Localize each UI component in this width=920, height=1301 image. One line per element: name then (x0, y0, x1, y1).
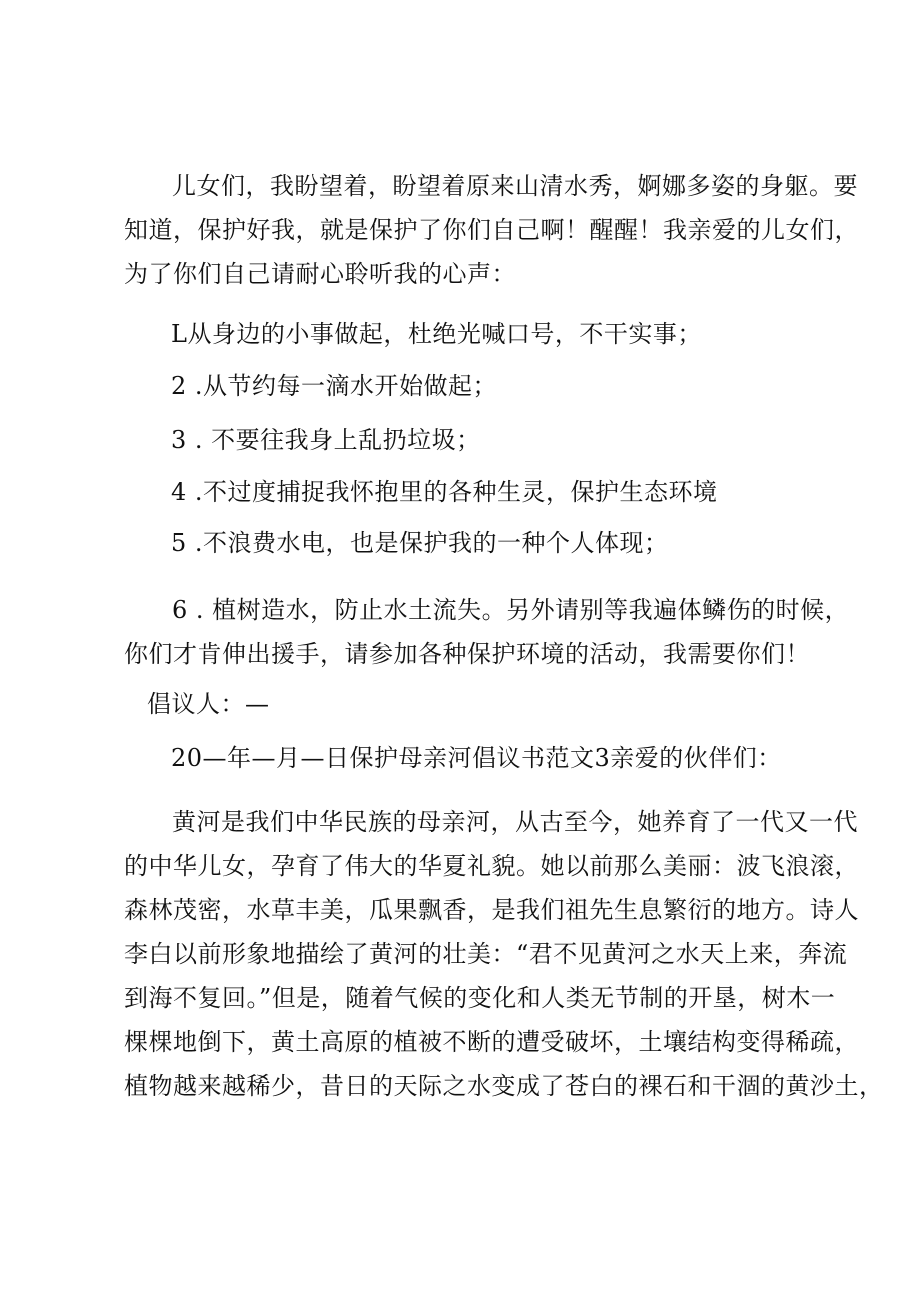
paragraph-line: 知道，保护好我，就是保护了你们自己啊！醒醒！我亲爱的儿女们， (124, 216, 859, 244)
paragraph-line: 李白以前形象地描绘了黄河的壮美：“君不见黄河之水天上来，奔流 (124, 940, 848, 968)
list-item: 4 .不过度捕捉我怀抱里的各种生灵，保护生态环境 (171, 478, 718, 506)
paragraph-line: 到海不复回。”但是，随着气候的变化和人类无节制的开垦，树木一 (124, 984, 836, 1012)
paragraph-line: 森林茂密，水草丰美，瓜果飘香，是我们祖先生息繁衍的地方。诗人 (124, 896, 859, 924)
signature-line: 倡议人：— (147, 690, 270, 718)
list-item: 5 .不浪费水电，也是保护我的一种个人体现； (171, 529, 669, 557)
paragraph-line: 儿女们，我盼望着，盼望着原来山清水秀，婀娜多姿的身躯。要 (172, 172, 858, 200)
list-item: L从身边的小事做起，杜绝光喊口号，不干实事； (171, 320, 702, 348)
list-item: 2 .从节约每一滴水开始做起； (171, 372, 498, 400)
paragraph-line: 6 . 植树造水，防止水土流失。另外请别等我遍体鳞伤的时候， (172, 596, 850, 624)
list-item: 3 . 不要往我身上乱扔垃圾； (171, 426, 481, 454)
paragraph-line: 黄河是我们中华民族的母亲河，从古至今，她养育了一代又一代 (172, 808, 858, 836)
date-title-line: 20—年—月—日保护母亲河倡议书范文3亲爱的伙伴们： (171, 744, 782, 772)
list-item-6 (124, 588, 850, 676)
paragraph-line: 你们才肯伸出援手，请参加各种保护环境的活动，我需要你们！ (124, 640, 810, 668)
paragraph-line: 棵棵地倒下，黄土高原的植被不断的遭受破坏，土壤结构变得稀疏， (124, 1028, 859, 1056)
paragraph-line: 为了你们自己请耐心聆听我的心声： (124, 260, 516, 288)
paragraph-plea (124, 164, 859, 296)
paragraph-yellow-river (124, 800, 884, 1108)
paragraph-line: 植物越来越稀少，昔日的天际之水变成了苍白的裸石和干涸的黄沙土， (124, 1072, 884, 1100)
paragraph-line: 的中华儿女，孕育了伟大的华夏礼貌。她以前那么美丽：波飞浪滚， (124, 852, 859, 880)
